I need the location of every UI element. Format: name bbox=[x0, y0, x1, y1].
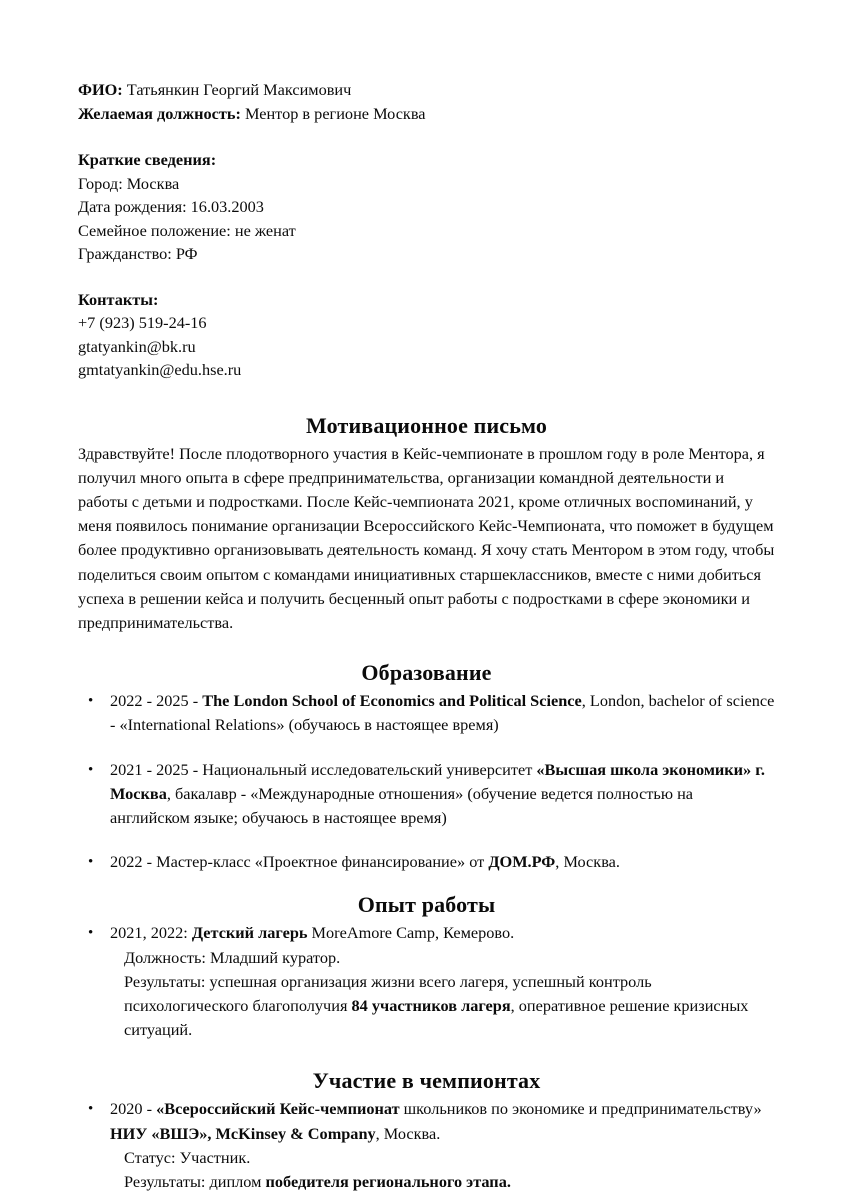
contacts-block bbox=[78, 288, 775, 382]
fullname-label: ФИО: bbox=[78, 80, 123, 99]
education-list bbox=[78, 689, 775, 874]
education-item-bold: The London School of Economics and Political Science bbox=[202, 691, 582, 711]
brief-city: Город: Москва bbox=[78, 173, 180, 193]
brief-birthdate: Дата рождения: 16.03.2003 bbox=[78, 197, 264, 216]
section-heading-work-experience: Опыт работы bbox=[357, 892, 496, 918]
experience-results-pre: Результаты: успешная организация жизни всего лагеря, успешный контроль психологического благополучия bbox=[124, 971, 652, 1015]
brief-citizenship: Гражданство: РФ bbox=[78, 244, 198, 263]
championship-year: 2020 - bbox=[110, 1099, 157, 1119]
experience-employer: Детский лагерь bbox=[191, 923, 308, 943]
experience-period: 2021, 2022: bbox=[110, 923, 192, 943]
experience-employer-detail: MoreAmore Camp, Кемерово. bbox=[307, 923, 515, 943]
education-item-bold: ДОМ.РФ bbox=[488, 852, 556, 872]
championship-results-pre: Результаты: диплом bbox=[124, 1171, 266, 1191]
contact-phone[interactable]: +7 (923) 519-24-16 bbox=[78, 313, 207, 332]
championships-list bbox=[78, 1097, 775, 1194]
motivation-letter-text: Здравствуйте! После плодотворного участия в Кейс-чемпионате в прошлом году в роле Ментора, я получил много опыта в сфере предпринимательства, организации командной деятельности и работы с детьми и подростками. После Кейс-чемпионата 2021, кроме отличных воспоминаний, у меня появилось понимание организации Всероссийского Кейс-Чемпионата, что поможет в будущем более продуктивно организовывать деятельность команд. Я хочу стать Ментором в этом году, чтобы поделиться своим опытом с командами инициативных старшеклассников, вместе с ними добиться успеха в решении кейса и получить бесценный опыт работы с подростками в сфере экономики и предпринимательства. bbox=[78, 443, 775, 632]
championship-name-bold-start: «Всероссийский Кейс-чемпионат bbox=[156, 1099, 400, 1119]
spacer bbox=[78, 125, 775, 148]
position-label: Желаемая должность: bbox=[78, 103, 241, 123]
identity-block bbox=[78, 78, 775, 125]
championship-results-bold: победителя регионального этапа. bbox=[265, 1171, 511, 1191]
education-item-bold: «Высшая школа экономики» г. Москва bbox=[110, 759, 765, 803]
brief-info-heading: Краткие сведения: bbox=[78, 150, 217, 169]
contacts-heading: Контакты: bbox=[78, 289, 159, 309]
section-heading-education: Образование bbox=[361, 660, 492, 686]
education-item-post: , Москва. bbox=[555, 852, 620, 872]
section-heading-championships: Участие в чемпионтах bbox=[312, 1068, 541, 1094]
brief-info-block bbox=[78, 148, 775, 266]
brief-marital-status: Семейное положение: не женат bbox=[78, 220, 296, 240]
list-item bbox=[84, 921, 775, 1042]
spacer bbox=[78, 382, 775, 413]
spacer bbox=[78, 266, 775, 288]
fullname-line bbox=[78, 78, 775, 102]
list-item bbox=[84, 850, 775, 874]
fullname-value: Татьянкин Георгий Максимович bbox=[122, 80, 352, 99]
championship-results bbox=[110, 1170, 775, 1194]
education-item-pre: 2022 - Мастер-класс «Проектное финансирование» от bbox=[110, 852, 489, 872]
contact-email-primary[interactable]: gtatyankin@bk.ru bbox=[78, 336, 196, 356]
contact-email-secondary[interactable]: gmtatyankin@edu.hse.ru bbox=[78, 360, 242, 379]
position-line bbox=[78, 102, 775, 126]
championship-name-mid: школьников по экономике и предпринимательству» bbox=[399, 1099, 762, 1119]
spacer bbox=[78, 1042, 775, 1068]
experience-list bbox=[78, 921, 775, 1042]
spacer bbox=[78, 635, 775, 660]
document-body bbox=[78, 78, 775, 1194]
championship-city: , Москва. bbox=[375, 1123, 441, 1143]
education-item-pre: 2022 - 2025 - bbox=[110, 691, 203, 711]
championship-status: Статус: Участник. bbox=[124, 1147, 251, 1167]
spacer bbox=[78, 874, 775, 892]
list-item bbox=[84, 689, 775, 737]
position-value: Ментор в регионе Москва bbox=[240, 103, 426, 123]
championship-organizers: НИУ «ВШЭ», McKinsey & Company bbox=[110, 1123, 376, 1143]
education-item-post: , London, bachelor of science - «International Relations» (обучаюсь в настоящее время) bbox=[110, 691, 775, 735]
experience-results-post: , оперативное решение кризисных ситуаций. bbox=[124, 995, 749, 1040]
experience-results bbox=[110, 970, 775, 1043]
experience-results-bold: 84 участников лагеря bbox=[351, 995, 511, 1015]
list-item bbox=[84, 758, 775, 831]
section-heading-motivation-letter: Мотивационное письмо bbox=[306, 412, 547, 438]
education-item-pre: 2021 - 2025 - Национальный исследовательский университет bbox=[110, 759, 537, 779]
experience-role: Должность: Младший куратор. bbox=[124, 947, 341, 967]
education-item-post: , бакалавр - «Международные отношения» (обучение ведется полностью на английском языке; обучаюсь в настоящее время) bbox=[110, 783, 694, 827]
list-item bbox=[84, 1097, 775, 1194]
